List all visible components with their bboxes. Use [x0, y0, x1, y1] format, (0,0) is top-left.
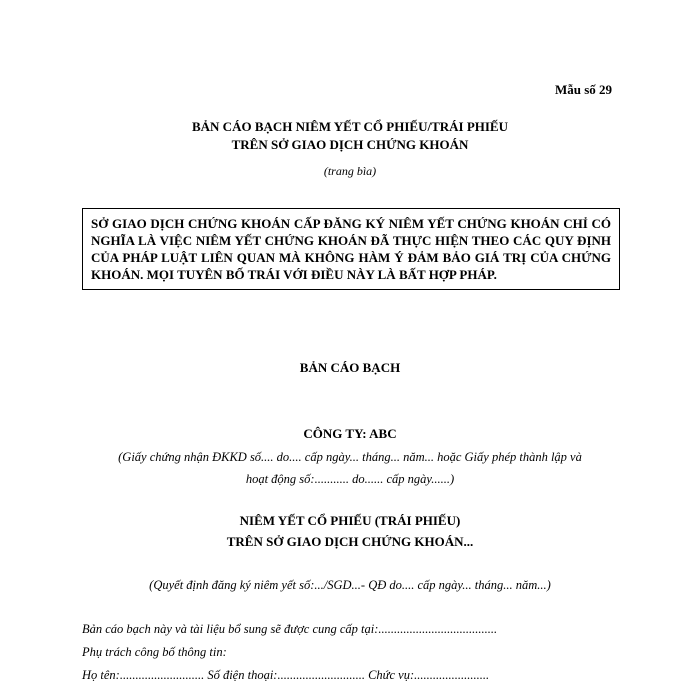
document-title-line2: TRÊN SỞ GIAO DỊCH CHỨNG KHOÁN: [231, 137, 469, 152]
document-supply-location: Bản cáo bạch này và tài liệu bổ sung sẽ được cung cấp tại:......................................: [82, 622, 498, 636]
disclaimer-notice-box: SỞ GIAO DỊCH CHỨNG KHOÁN CẤP ĐĂNG KÝ NIÊM YẾT CHỨNG KHOÁN CHỈ CÓ NGHĨA LÀ VIỆC NIÊM YẾT CHỨNG KHOÁN ĐÃ THỰC HIỆN THEO CÁC QUY ĐỊNH CỦA PHÁP LUẬT LIÊN QUAN MÀ KHÔNG HÀM Ý ĐẢM BẢO GIÁ TRỊ CỦA CHỨNG KHOÁN. MỌI TUYÊN BỐ TRÁI VỚI ĐIỀU NÀY LÀ BẤT HỢP PHÁP.: [82, 208, 620, 290]
disclosure-contact-heading: Phụ trách công bố thông tin:: [82, 645, 227, 659]
document-title-line1: BẢN CÁO BẠCH NIÊM YẾT CỔ PHIẾU/TRÁI PHIẾU: [191, 119, 508, 134]
listing-decision: (Quyết định đăng ký niêm yết số:.../SGD...- QĐ do.... cấp ngày... tháng... năm...): [149, 578, 551, 592]
listing-heading-line1: NIÊM YẾT CỔ PHIẾU (TRÁI PHIẾU): [239, 513, 461, 528]
document-title: [0, 118, 700, 154]
listing-heading: [0, 510, 700, 552]
company-name: CÔNG TY: ABC: [303, 426, 397, 441]
cover-note: (trang bìa): [323, 164, 377, 178]
listing-heading-line2: TRÊN SỞ GIAO DỊCH CHỨNG KHOÁN...: [226, 534, 474, 549]
business-certificate-line2: hoạt động số:........... do...... cấp ngày......): [245, 472, 455, 486]
disclosure-contact-fields: Họ tên:........................... Số điện thoại:............................ Chức vụ:........................: [82, 668, 490, 682]
business-certificate-line1: (Giấy chứng nhận ĐKKD số.... do.... cấp ngày... tháng... năm... hoặc Giấy phép thành lập và: [118, 450, 582, 464]
business-certificate: [0, 446, 700, 490]
prospectus-heading: BẢN CÁO BẠCH: [299, 360, 401, 375]
form-number: Mẫu số 29: [555, 82, 613, 97]
